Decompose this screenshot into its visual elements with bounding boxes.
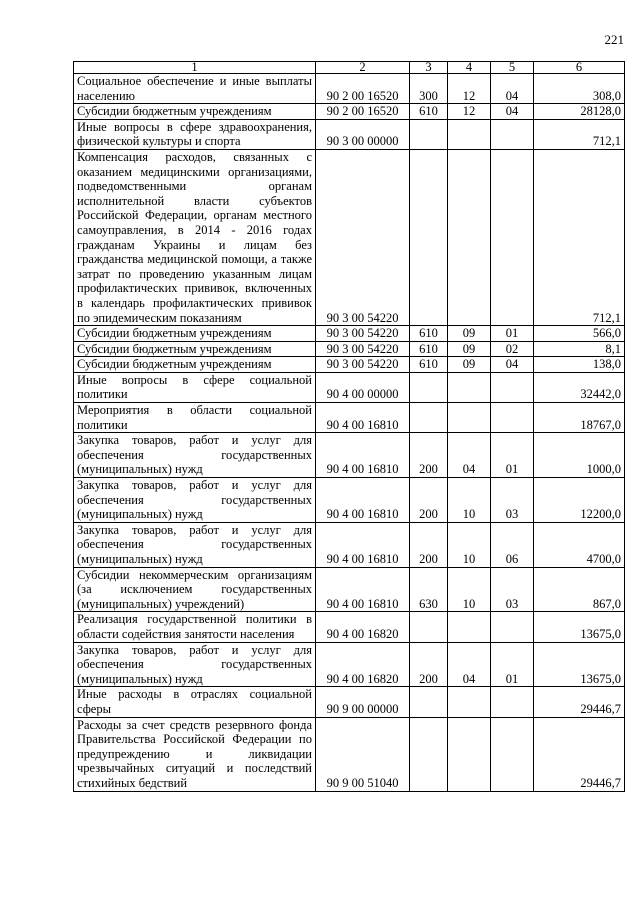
expense-type xyxy=(410,687,448,717)
expense-type xyxy=(410,612,448,642)
amount: 18767,0 xyxy=(534,403,625,433)
amount: 4700,0 xyxy=(534,522,625,567)
page-number: 221 xyxy=(604,32,624,47)
table-row xyxy=(74,642,625,687)
expense-type xyxy=(410,372,448,402)
table-row xyxy=(74,372,625,402)
section xyxy=(448,372,491,402)
item-name: Закупка товаров, работ и услуг для обеспечения государственных (муниципальных) нужд xyxy=(74,642,316,687)
section: 10 xyxy=(448,522,491,567)
header-cell-6: 6 xyxy=(534,62,625,74)
subsection xyxy=(491,403,534,433)
target-code: 90 4 00 16810 xyxy=(316,567,410,612)
table-row xyxy=(74,522,625,567)
item-name: Закупка товаров, работ и услуг для обеспечения государственных (муниципальных) нужд xyxy=(74,522,316,567)
table-row xyxy=(74,567,625,612)
expense-type: 200 xyxy=(410,478,448,523)
table-row xyxy=(74,612,625,642)
item-name: Субсидии бюджетным учреждениям xyxy=(74,341,316,357)
target-code: 90 4 00 16820 xyxy=(316,612,410,642)
expense-type xyxy=(410,119,448,149)
item-name: Субсидии бюджетным учреждениям xyxy=(74,104,316,120)
item-name: Расходы за счет средств резервного фонда Правительства Российской Федерации по предупреждению и ликвидации чрезвычайных ситуаций и последствий стихийных бедствий xyxy=(74,717,316,791)
amount: 8,1 xyxy=(534,341,625,357)
section: 04 xyxy=(448,642,491,687)
header-cell-1: 1 xyxy=(74,62,316,74)
section: 09 xyxy=(448,326,491,342)
header-row xyxy=(74,62,625,74)
section xyxy=(448,149,491,325)
expense-type: 610 xyxy=(410,341,448,357)
section xyxy=(448,403,491,433)
subsection xyxy=(491,119,534,149)
item-name: Субсидии бюджетным учреждениям xyxy=(74,326,316,342)
table-row xyxy=(74,433,625,478)
expense-type: 610 xyxy=(410,357,448,373)
target-code: 90 4 00 16810 xyxy=(316,433,410,478)
target-code: 90 9 00 00000 xyxy=(316,687,410,717)
table-row xyxy=(74,478,625,523)
amount: 28128,0 xyxy=(534,104,625,120)
item-name: Мероприятия в области социальной политики xyxy=(74,403,316,433)
subsection: 01 xyxy=(491,642,534,687)
section xyxy=(448,119,491,149)
table-row xyxy=(74,119,625,149)
table-row xyxy=(74,149,625,325)
target-code: 90 3 00 54220 xyxy=(316,326,410,342)
item-name: Социальное обеспечение и иные выплаты населению xyxy=(74,74,316,104)
section: 04 xyxy=(448,433,491,478)
expense-type: 200 xyxy=(410,642,448,687)
expense-type: 300 xyxy=(410,74,448,104)
header-cell-2: 2 xyxy=(316,62,410,74)
target-code: 90 3 00 00000 xyxy=(316,119,410,149)
target-code: 90 2 00 16520 xyxy=(316,104,410,120)
header-cell-4: 4 xyxy=(448,62,491,74)
section: 10 xyxy=(448,567,491,612)
amount: 566,0 xyxy=(534,326,625,342)
item-name: Иные вопросы в сфере здравоохранения, физической культуры и спорта xyxy=(74,119,316,149)
expense-type: 610 xyxy=(410,104,448,120)
target-code: 90 4 00 00000 xyxy=(316,372,410,402)
item-name: Иные расходы в отраслях социальной сферы xyxy=(74,687,316,717)
amount: 32442,0 xyxy=(534,372,625,402)
subsection: 01 xyxy=(491,326,534,342)
table-row xyxy=(74,357,625,373)
expense-type xyxy=(410,403,448,433)
subsection: 04 xyxy=(491,74,534,104)
item-name: Иные вопросы в сфере социальной политики xyxy=(74,372,316,402)
item-name: Закупка товаров, работ и услуг для обеспечения государственных (муниципальных) нужд xyxy=(74,478,316,523)
section: 09 xyxy=(448,341,491,357)
subsection: 01 xyxy=(491,433,534,478)
expense-type xyxy=(410,149,448,325)
item-name: Субсидии некоммерческим организациям (за исключением государственных (муниципальных) учреждений) xyxy=(74,567,316,612)
subsection: 04 xyxy=(491,104,534,120)
section: 09 xyxy=(448,357,491,373)
target-code: 90 4 00 16810 xyxy=(316,478,410,523)
header-cell-5: 5 xyxy=(491,62,534,74)
table-row xyxy=(74,326,625,342)
table-row xyxy=(74,104,625,120)
amount: 12200,0 xyxy=(534,478,625,523)
table-row xyxy=(74,74,625,104)
subsection: 03 xyxy=(491,567,534,612)
header-cell-3: 3 xyxy=(410,62,448,74)
amount: 13675,0 xyxy=(534,612,625,642)
target-code: 90 9 00 51040 xyxy=(316,717,410,791)
amount: 13675,0 xyxy=(534,642,625,687)
target-code: 90 2 00 16520 xyxy=(316,74,410,104)
expense-type: 200 xyxy=(410,522,448,567)
amount: 29446,7 xyxy=(534,717,625,791)
expense-type: 610 xyxy=(410,326,448,342)
amount: 867,0 xyxy=(534,567,625,612)
subsection xyxy=(491,612,534,642)
subsection: 04 xyxy=(491,357,534,373)
amount: 308,0 xyxy=(534,74,625,104)
table-row xyxy=(74,717,625,791)
subsection xyxy=(491,717,534,791)
target-code: 90 3 00 54220 xyxy=(316,357,410,373)
amount: 138,0 xyxy=(534,357,625,373)
table-row xyxy=(74,687,625,717)
subsection: 03 xyxy=(491,478,534,523)
amount: 29446,7 xyxy=(534,687,625,717)
section: 10 xyxy=(448,478,491,523)
section: 12 xyxy=(448,74,491,104)
target-code: 90 4 00 16820 xyxy=(316,642,410,687)
target-code: 90 4 00 16810 xyxy=(316,522,410,567)
table-row xyxy=(74,403,625,433)
subsection xyxy=(491,149,534,325)
subsection xyxy=(491,687,534,717)
target-code: 90 3 00 54220 xyxy=(316,341,410,357)
section xyxy=(448,612,491,642)
item-name: Компенсация расходов, связанных с оказанием медицинскими организациями, подведомственными органам исполнительной власти субъектов Российской Федерации, органам местного самоуправления, в 2014 - 2016 годах гражданам Украины и лицам без гражданства медицинской помощи, а также затрат по проведению указанным лицам профилактических прививок, включенных в календарь профилактических прививок по эпидемическим показаниям xyxy=(74,149,316,325)
subsection xyxy=(491,372,534,402)
target-code: 90 3 00 54220 xyxy=(316,149,410,325)
budget-table xyxy=(73,61,625,792)
amount: 712,1 xyxy=(534,119,625,149)
expense-type: 200 xyxy=(410,433,448,478)
subsection: 02 xyxy=(491,341,534,357)
item-name: Закупка товаров, работ и услуг для обеспечения государственных (муниципальных) нужд xyxy=(74,433,316,478)
amount: 1000,0 xyxy=(534,433,625,478)
table-row xyxy=(74,341,625,357)
subsection: 06 xyxy=(491,522,534,567)
expense-type: 630 xyxy=(410,567,448,612)
expense-type xyxy=(410,717,448,791)
section xyxy=(448,687,491,717)
section xyxy=(448,717,491,791)
item-name: Реализация государственной политики в области содействия занятости населения xyxy=(74,612,316,642)
amount: 712,1 xyxy=(534,149,625,325)
item-name: Субсидии бюджетным учреждениям xyxy=(74,357,316,373)
target-code: 90 4 00 16810 xyxy=(316,403,410,433)
section: 12 xyxy=(448,104,491,120)
